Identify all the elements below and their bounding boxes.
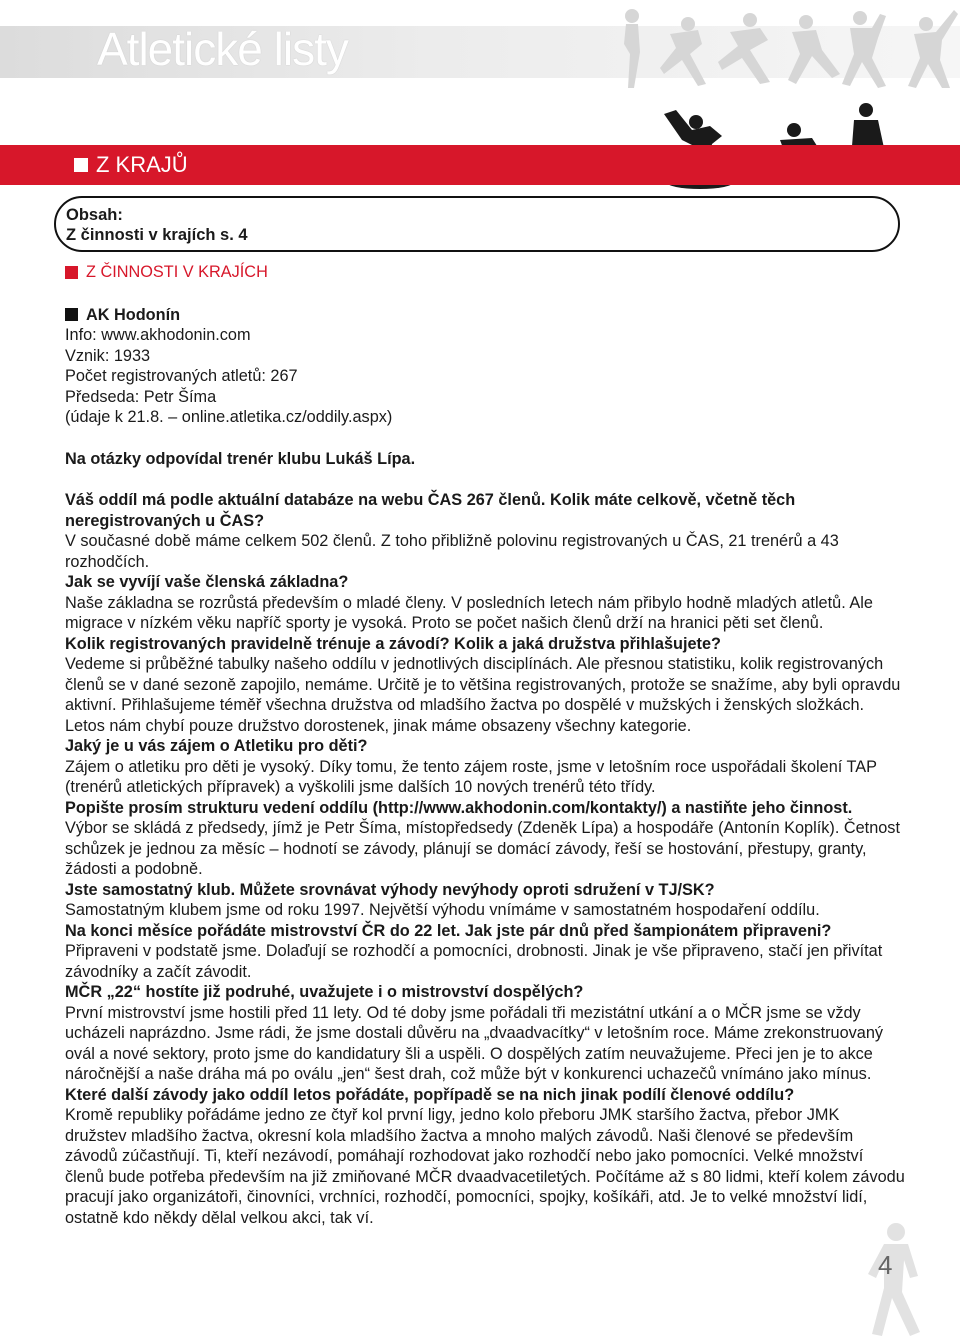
section-band-label (74, 152, 188, 178)
section-heading (65, 262, 905, 283)
square-bullet-icon (65, 308, 78, 321)
square-bullet-icon (65, 266, 78, 279)
answer: Samostatným klubem jsme od roku 1997. Největší výhodu vnímáme v samostatném hospodaření oddílu. (65, 901, 820, 919)
page-number: 4 (878, 1250, 893, 1280)
question: Jaký je u vás zájem o Atletiku pro děti? (65, 737, 368, 755)
question: Jak se vyvíjí vaše členská základna? (65, 573, 349, 591)
section-band-text: Z KRAJŮ (96, 152, 188, 177)
answer: První mistrovství jsme hostili před 11 lety. Od té doby jsme pořádali tři mezistátní utkání a o MČR jsme se vždy ucházeli naprázdno. Jsme rádi, že jsme dostali důvěru na „dvaadvacítky“ v letošním roce. Máme zrekonstruovaný ovál a nové sektory, proto jsme do kandidatury šli a uspěli. O dospělých zatím neuvažujeme. Přeci jen je to akce náročnější a naše dráha má po oválu „jen“ šest drah, což může být v konkurenci uchazečů vnímáno jako mínus. (65, 1003, 884, 1083)
answer: Zájem o atletiku pro děti je vysoký. Díky tomu, že tento zájem roste, jsme v letošním roce uspořádali školení TAP (trenérů atletických přípravek) a vyškolili jsme dalších 10 nových trenérů této třídy. (65, 757, 877, 796)
club-info-line: (údaje k 21.8. – online.atletika.cz/oddily.aspx) (65, 408, 393, 426)
answer: Připraveni v podstatě jsme. Dolaďují se rozhodčí a pomocníci, drobnosti. Jinak je vše připraveno, stačí jen přivítat závodníky a začít závodit. (65, 942, 883, 981)
answer: Výbor se skládá z předsedy, jímž je Petr Šíma, místopředsedy (Zdeněk Lípa) a hospodáře (Antonín Koplík). Četnost schůzek je jednou za měsíc – hodnotí se závody, plánují se domácí závody, řeší se hostování, přestupy, granty, žádosti a podobně. (65, 819, 900, 878)
contents-heading: Obsah: (66, 206, 123, 224)
question: Které další závody jako oddíl letos pořádáte, popřípadě se na nich jinak podílí členové oddílu? (65, 1085, 795, 1104)
answer: Naše základna se rozrůstá především o mladé členy. V posledních letech nám přibylo hodně mladých atletů. Ale migrace v nízkém věku napříč sporty je vysoká. Proto se počet našich členů drží na hranici pěti set členů. (65, 593, 873, 632)
club-info-line: Info: www.akhodonin.com (65, 326, 251, 344)
question: Váš oddíl má podle aktuální databáze na webu ČAS 267 členů. Kolik máte celkově, včetně těch neregistrovaných u ČAS? (65, 491, 796, 530)
answer: Kromě republiky pořádáme jedno ze čtyř kol první ligy, jedno kolo přeboru JMK staršího žactva, přebor JMK družstev mladšího žactva, okresní kola mladšího žactva a mnoho malých závodů. Naši členové se především závodů zúčastňují. Ti, kteří nezávodí, pomáhají rozhodovat jako rozhodčí nebo jako pomocníci. Velké množství členů bude potřeba především na již zmiňované MČR dvaadvacetiletých. Počítáme až s 80 lidmi, kteří kolem závodu pracují jako organizátoři, činovníci, vrchníci, rozhodčí, pomocníci, spojky, košíkáři, atd. Je to velké množství lidí, ostatně kdo někdy dělal velkou akci, tak ví. (65, 1106, 905, 1227)
interview (65, 490, 905, 1228)
question: Jste samostatný klub. Můžete srovnávat výhody nevýhody oproti sdružení v TJ/SK? (65, 880, 715, 899)
question: Popište prosím strukturu vedení oddílu (http://www.akhodonin.com/kontakty/) a nastiňte jeho činnost. (65, 798, 853, 817)
question: MČR „22“ hostíte již podruhé, uvažujete i o mistrovství dospělých? (65, 983, 584, 1001)
club-name: AK Hodonín (86, 305, 181, 324)
athletes-silhouette-light-icon (610, 4, 960, 90)
contents-box (54, 196, 900, 252)
section-heading-text: Z ČINNOSTI V KRAJÍCH (86, 263, 268, 281)
club-info (65, 325, 905, 428)
club-heading (65, 305, 905, 326)
runner-silhouette-icon (862, 1222, 932, 1344)
club-info-line: Předseda: Petr Šíma (65, 387, 217, 406)
question: Na konci měsíce pořádáte mistrovství ČR do 22 let. Jak jste pár dnů před šampionátem připraveni? (65, 921, 832, 940)
question: Kolik registrovaných pravidelně trénuje a závodí? Kolik a jaká družstva přihlašujete? (65, 634, 721, 653)
answer: Vedeme si průběžné tabulky našeho oddílu v jednotlivých disciplínách. Ale přesnou statistiku, kolik registrovaných členů se v dané sezoně zapojilo, nemáme. Určitě je to většina registrovaných, protože se snažíme, aby byli opravdu aktivní. Přihlašujeme téměř všechna družstva od mladšího žactva po dospělé v mužských i ženských složkách. Letos nám chybí pouze družstvo dorostenek, jinak máme obsazeny všechny kategorie. (65, 655, 901, 735)
contents-entry: Z činnosti v krajích s. 4 (66, 226, 248, 244)
intro-line: Na otázky odpovídal trenér klubu Lukáš Lípa. (65, 449, 416, 468)
magazine-title: Atletické listy (97, 23, 348, 75)
square-bullet-icon (74, 158, 88, 172)
club-info-line: Počet registrovaných atletů: 267 (65, 367, 298, 385)
section-band (0, 145, 960, 185)
article-body (65, 262, 905, 1228)
club-info-line: Vznik: 1933 (65, 346, 151, 365)
answer: V současné době máme celkem 502 členů. Z toho přibližně polovinu registrovaných u ČAS, 21 trenérů a 43 rozhodčích. (65, 532, 839, 571)
